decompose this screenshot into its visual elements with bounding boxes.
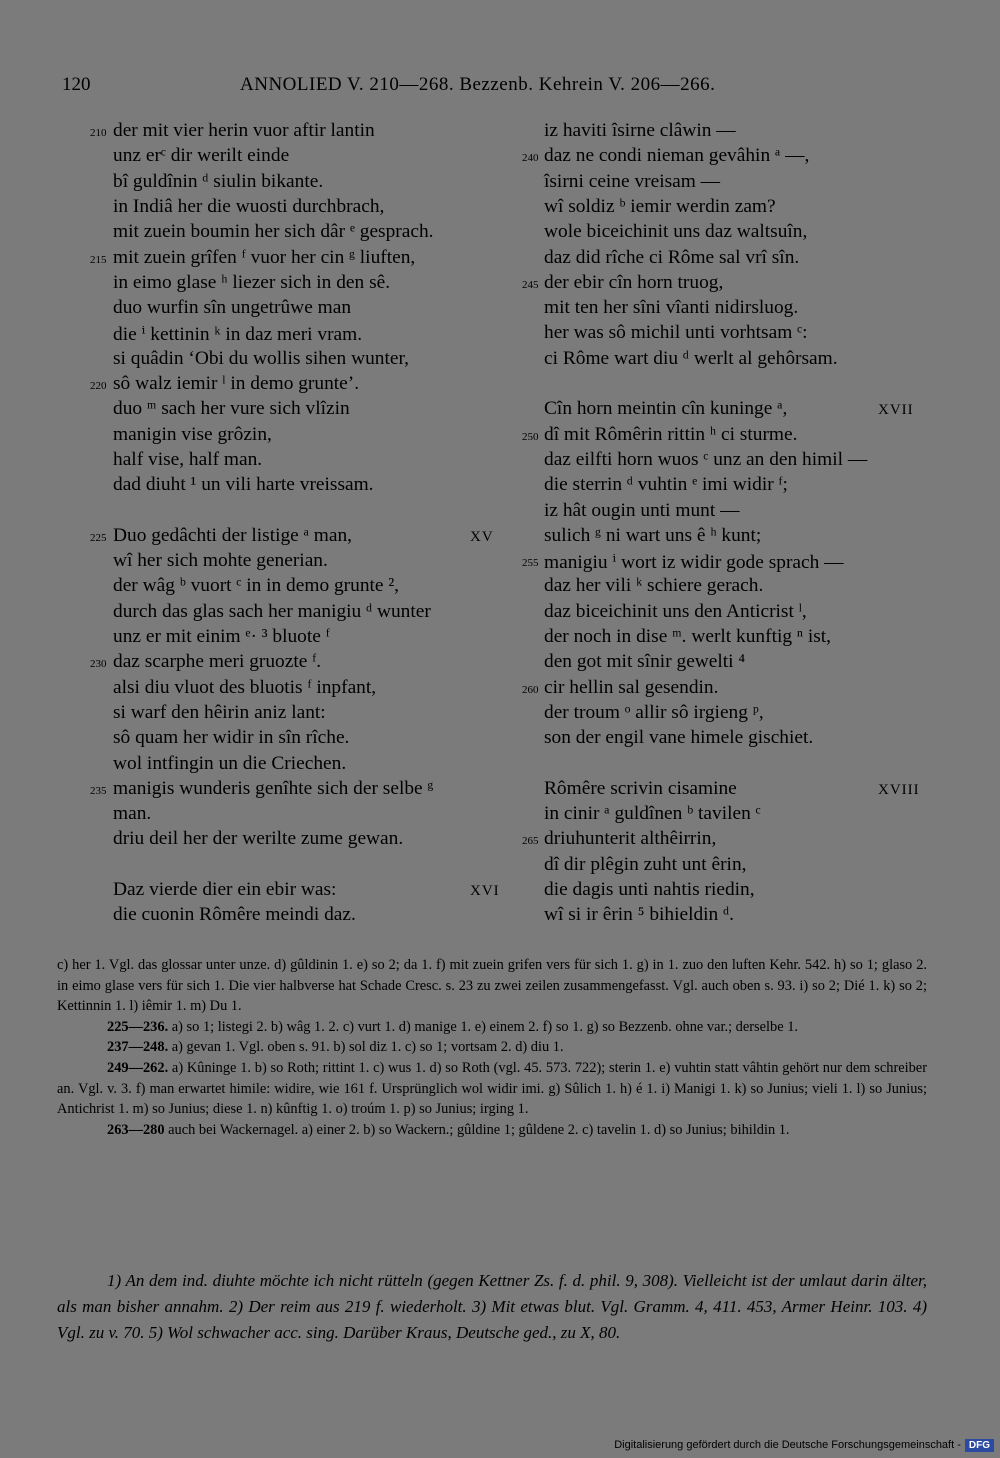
- verse-line: [0, 778, 510, 803]
- apparatus-text: a) Kûninge 1. b) so Roth; rittint 1. c) wus 1. d) so Roth (vgl. 45. 573. 722); sterin 1. e) vuhtin statt vâhtin gehört nur dem schreiber an. Vgl. v. 3. f) man erwartet himile: widire, wie 161 f. Ursprünglich wol widir imi. g) Sûlich 1. h) é 1. i) Manigi 1. k) so Junius; vieli 1. l) so Junius; Antichrist 1. m) so Junius; diese 1. n) kûnftig 1. o) troúm 1. p) so Junius; irging 1.: [57, 1059, 927, 1118]
- verse-line: [500, 196, 940, 221]
- verse-number: 255: [522, 557, 539, 570]
- verse-text: duo wurfin sîn ungetrûwe man: [113, 297, 352, 319]
- running-title: ANNOLIED V. 210—268. Bezzenb. Kehrein V. 206—266.: [240, 74, 716, 95]
- verse-text: die sterrin ᵈ vuhtin ᵉ imi widir ᶠ;: [544, 474, 788, 496]
- apparatus-text: auch bei Wackernagel. a) einer 2. b) so Wackern.; gûldine 1; gûldene 2. c) tavelin 1. d) so Junius; bihildin 1.: [164, 1121, 790, 1138]
- verse-text: bî guldînin ᵈ siulin bikante.: [113, 170, 324, 192]
- verse-number: 215: [90, 253, 107, 266]
- verse-text: manigiu ⁱ wort iz widir gode sprach —: [544, 552, 844, 574]
- verse-text: mit zuein grîfen ᶠ vuor her cin ᵍ liuften,: [113, 246, 416, 268]
- verse-text: wol intfingin un die Criechen.: [113, 752, 347, 774]
- verse-text: wî soldiz ᵇ iemir werdin zam?: [544, 195, 776, 217]
- verse-text: wî her sich mohte generian.: [113, 550, 328, 572]
- verse-line: [500, 145, 940, 170]
- verse-text: unz er mit einim ᵉ· ³ bluote ᶠ: [113, 626, 330, 647]
- apparatus-text: a) so 1; listegi 2. b) wâg 1. 2. c) vurt 1. d) manige 1. e) einem 2. f) so 1. g) so Bezzenb. ohne var.; derselbe 1.: [168, 1018, 798, 1035]
- section-number: XVI: [470, 883, 500, 899]
- verse-line: [500, 550, 940, 575]
- verse-text: daz ne condi nieman gevâhin ᵃ —,: [544, 145, 810, 167]
- dfg-logo: DFG: [965, 1439, 994, 1452]
- verse-line: [0, 247, 510, 272]
- verse-line: [500, 677, 940, 702]
- verse-text: sô walz iemir ˡ in demo grunte’.: [113, 373, 360, 394]
- verse-line: [0, 272, 510, 297]
- verse-line: [500, 120, 940, 145]
- verse-line: [0, 803, 510, 828]
- verse-text: dî dir plêgin zuht unt êrin,: [544, 853, 747, 875]
- verse-text: Cîn horn meintin cîn kuninge ᵃ,: [544, 398, 788, 420]
- verse-text: in Indiâ her die wuosti durchbrach,: [113, 195, 385, 217]
- verse-line: [500, 753, 940, 778]
- verse-line: [500, 854, 940, 879]
- verse-text: daz eilfti horn wuos ᶜ unz an den himil —: [544, 448, 868, 470]
- digitization-footer: [614, 1436, 994, 1454]
- verse-text: mit zuein boumin her sich dâr ᵉ gesprach.: [113, 221, 434, 243]
- critical-apparatus: [57, 955, 927, 1140]
- apparatus-verse-range: 249—262.: [107, 1059, 169, 1076]
- verse-line: [0, 601, 510, 626]
- verse-text: wî si ir êrin ⁵ bihieldin ᵈ.: [544, 904, 734, 926]
- apparatus-entry: [57, 1037, 927, 1058]
- apparatus-text: a) gevan 1. Vgl. oben s. 91. b) sol diz 1. c) so 1; vortsam 2. d) diu 1.: [168, 1039, 564, 1056]
- verse-number: 225: [90, 531, 107, 544]
- footer-text: Digitalisierung gefördert durch die Deutsche Forschungsgemeinschaft -: [614, 1439, 961, 1451]
- apparatus-entry: [57, 1017, 927, 1038]
- verse-text: iz haviti îsirne clâwin —: [544, 120, 736, 141]
- apparatus-entry: [57, 1058, 927, 1120]
- verse-line: [0, 702, 510, 727]
- verse-number: 250: [522, 430, 539, 443]
- verse-line: [500, 398, 940, 423]
- verse-line: [0, 120, 510, 145]
- verse-line: [500, 221, 940, 246]
- verse-line: [0, 322, 510, 347]
- verse-line: [0, 196, 510, 221]
- verse-line: [0, 575, 510, 600]
- verse-text: daz her vili ᵏ schiere gerach.: [544, 575, 764, 597]
- verse-line: [500, 424, 940, 449]
- verse-line: [0, 171, 510, 196]
- apparatus-text: c) her 1. Vgl. das glossar unter unze. d) gûldinin 1. e) so 2; da 1. f) mit zuein grifen vers für sich 1. g) in 1. zuo den luften Kehr. 542. h) so 1; glaso 2. in eimo glase vers für sich 1. Die vier halbverse hat Schade Cresc. s. 23 zu zwei zeilen zusammengefasst. Vgl. auch oben s. 93. i) so 2; Dié 1. k) so 2; Kettinnin 1. l) iêmir 1. m) Du 1.: [57, 957, 927, 1015]
- verse-line: [0, 348, 510, 373]
- verse-number: 220: [90, 380, 107, 392]
- verse-text: Daz vierde dier ein ebir was:: [113, 879, 337, 900]
- verse-line: [0, 449, 510, 474]
- verse-number: 260: [522, 683, 539, 696]
- verse-text: ci Rôme wart diu ᵈ werlt al gehôrsam.: [544, 347, 838, 369]
- verse-text: sô quam her widir in sîn rîche.: [113, 727, 350, 749]
- verse-text: alsi diu vluot des bluotis ᶠ inpfant,: [113, 676, 377, 698]
- verse-line: [0, 626, 510, 651]
- verse-text: daz biceichinit uns den Anticrist ˡ,: [544, 600, 807, 622]
- verse-line: [500, 171, 940, 196]
- verse-text: daz did rîche ci Rôme sal vrî sîn.: [544, 246, 800, 268]
- verse-line: [0, 677, 510, 702]
- verse-line: [0, 145, 510, 170]
- verse-text: duo ᵐ sach her vure sich vlîzin: [113, 398, 350, 420]
- apparatus-verse-range: 263—280: [107, 1121, 165, 1138]
- verse-text: Rômêre scrivin cisamine: [544, 777, 737, 799]
- page-header: [62, 74, 762, 98]
- verse-text: driuhunterit althêirrin,: [544, 828, 717, 850]
- verse-line: [0, 297, 510, 322]
- verse-line: [0, 500, 510, 525]
- apparatus-verse-range: 237—248.: [107, 1039, 169, 1056]
- verse-text: die ⁱ kettinin ᵏ in daz meri vram.: [113, 324, 363, 346]
- verse-text: sulich ᵍ ni wart uns ê ʰ kunt;: [544, 524, 762, 546]
- verse-number: 230: [90, 658, 107, 671]
- verse-line: [500, 525, 940, 550]
- apparatus-verse-range: 225—236.: [107, 1018, 169, 1035]
- verse-text: in eimo glase ʰ liezer sich in den sê.: [113, 271, 391, 293]
- verse-line: [500, 904, 940, 929]
- verse-line: [500, 601, 940, 626]
- verse-text: manigin vise grôzin,: [113, 423, 272, 445]
- verse-text: iz hât ougin unti munt —: [544, 499, 740, 521]
- verse-line: [500, 474, 940, 499]
- apparatus-entry: [57, 1120, 927, 1141]
- verse-line: [500, 651, 940, 676]
- verse-text: in cinir ᵃ guldînen ᵇ tavilen ᶜ: [544, 803, 761, 825]
- verse-text: half vise, half man.: [113, 448, 263, 470]
- verse-text: Duo gedâchti der listige ᵃ man,: [113, 524, 353, 546]
- verse-line: [500, 879, 940, 904]
- verse-line: [500, 373, 940, 398]
- verse-line: [0, 221, 510, 246]
- verse-text: cir hellin sal gesendin.: [544, 676, 719, 698]
- verse-line: [500, 575, 940, 600]
- verse-line: [0, 854, 510, 879]
- verse-text: der noch in dise ᵐ. werlt kunftig ⁿ ist,: [544, 626, 832, 647]
- right-verse-column: [500, 120, 940, 940]
- verse-line: [0, 550, 510, 575]
- verse-text: her was sô michil unti vorhtsam ᶜ:: [544, 322, 808, 344]
- verse-text: son der engil vane himele gischiet.: [544, 727, 814, 749]
- verse-line: [0, 474, 510, 499]
- verse-line: [500, 348, 940, 373]
- verse-text: si quâdin ‘Obi du wollis sihen wunter,: [113, 347, 409, 369]
- page-number: 120: [62, 74, 91, 95]
- verse-text: driu deil her der werilte zume gewan.: [113, 828, 404, 850]
- verse-line: [0, 727, 510, 752]
- verse-line: [0, 373, 510, 398]
- verse-text: die cuonin Rômêre meindi daz.: [113, 904, 356, 926]
- footnote-text: 1) An dem ind. diuhte möchte ich nicht rütteln (gegen Kettner Zs. f. d. phil. 9, 308). Vielleicht ist der umlaut darin älter, als man bisher annahm. 2) Der reim aus 219 f. wiederholt. 3) Mit etwas blut. Vgl. Gramm. 4, 411. 453, Armer Heinr. 103. 4) Vgl. zu v. 70. 5) Wol schwacher acc. sing. Darüber Kraus, Deutsche ged., zu X, 80.: [57, 1271, 927, 1342]
- verse-text: mit ten her sîni vîanti nidirsluog.: [544, 297, 799, 319]
- verse-line: [0, 753, 510, 778]
- verse-line: [500, 247, 940, 272]
- verse-line: [0, 525, 510, 550]
- apparatus-entry: [57, 955, 927, 1017]
- verse-line: [0, 651, 510, 676]
- verse-line: [500, 322, 940, 347]
- verse-line: [500, 778, 940, 803]
- section-number: XV: [470, 528, 494, 545]
- verse-text: der troum ᵒ allir sô irgieng ᵖ,: [544, 701, 764, 723]
- verse-text: den got mit sînir gewelti ⁴: [544, 651, 746, 673]
- verse-text: dî mit Rômêrin rittin ʰ ci sturme.: [544, 423, 798, 445]
- verse-number: 240: [522, 152, 539, 165]
- verse-line: [0, 828, 510, 853]
- verse-text: îsirni ceine vreisam —: [544, 170, 721, 192]
- verse-number: 245: [522, 278, 539, 291]
- verse-line: [500, 727, 940, 752]
- verse-line: [500, 297, 940, 322]
- verse-line: [500, 272, 940, 297]
- verse-text: durch das glas sach her manigiu ᵈ wunter: [113, 600, 431, 622]
- section-number: XVII: [878, 402, 914, 419]
- verse-text: unz erᶜ dir werilt einde: [113, 145, 290, 167]
- verse-line: [500, 828, 940, 853]
- left-verse-column: [0, 120, 510, 940]
- verse-text: der ebir cîn horn truog,: [544, 271, 724, 293]
- verse-text: dad diuht ¹ un vili harte vreissam.: [113, 474, 374, 496]
- verse-line: [0, 424, 510, 449]
- verse-line: [0, 904, 510, 929]
- verse-line: [500, 449, 940, 474]
- verse-text: daz scarphe meri gruozte ᶠ.: [113, 651, 322, 673]
- verse-text: der wâg ᵇ vuort ᶜ in in demo grunte ²,: [113, 575, 400, 597]
- verse-number: 265: [522, 835, 539, 848]
- verse-text: manigis wunderis genîhte sich der selbe ᵍ: [113, 777, 434, 799]
- verse-line: [500, 626, 940, 651]
- verse-line: [500, 702, 940, 727]
- verse-text: man.: [113, 803, 152, 825]
- verse-text: wole biceichinit uns daz waltsuîn,: [544, 221, 808, 243]
- footnotes: [57, 1268, 927, 1346]
- verse-line: [0, 879, 510, 904]
- verse-text: der mit vier herin vuor aftir lantin: [113, 120, 375, 141]
- verse-number: 235: [90, 784, 107, 797]
- verse-line: [500, 803, 940, 828]
- verse-line: [500, 500, 940, 525]
- verse-text: si warf den hêirin aniz lant:: [113, 701, 326, 723]
- verse-text: die dagis unti nahtis riedin,: [544, 879, 755, 900]
- verse-line: [0, 398, 510, 423]
- section-number: XVIII: [878, 781, 920, 798]
- verse-number: 210: [90, 127, 107, 139]
